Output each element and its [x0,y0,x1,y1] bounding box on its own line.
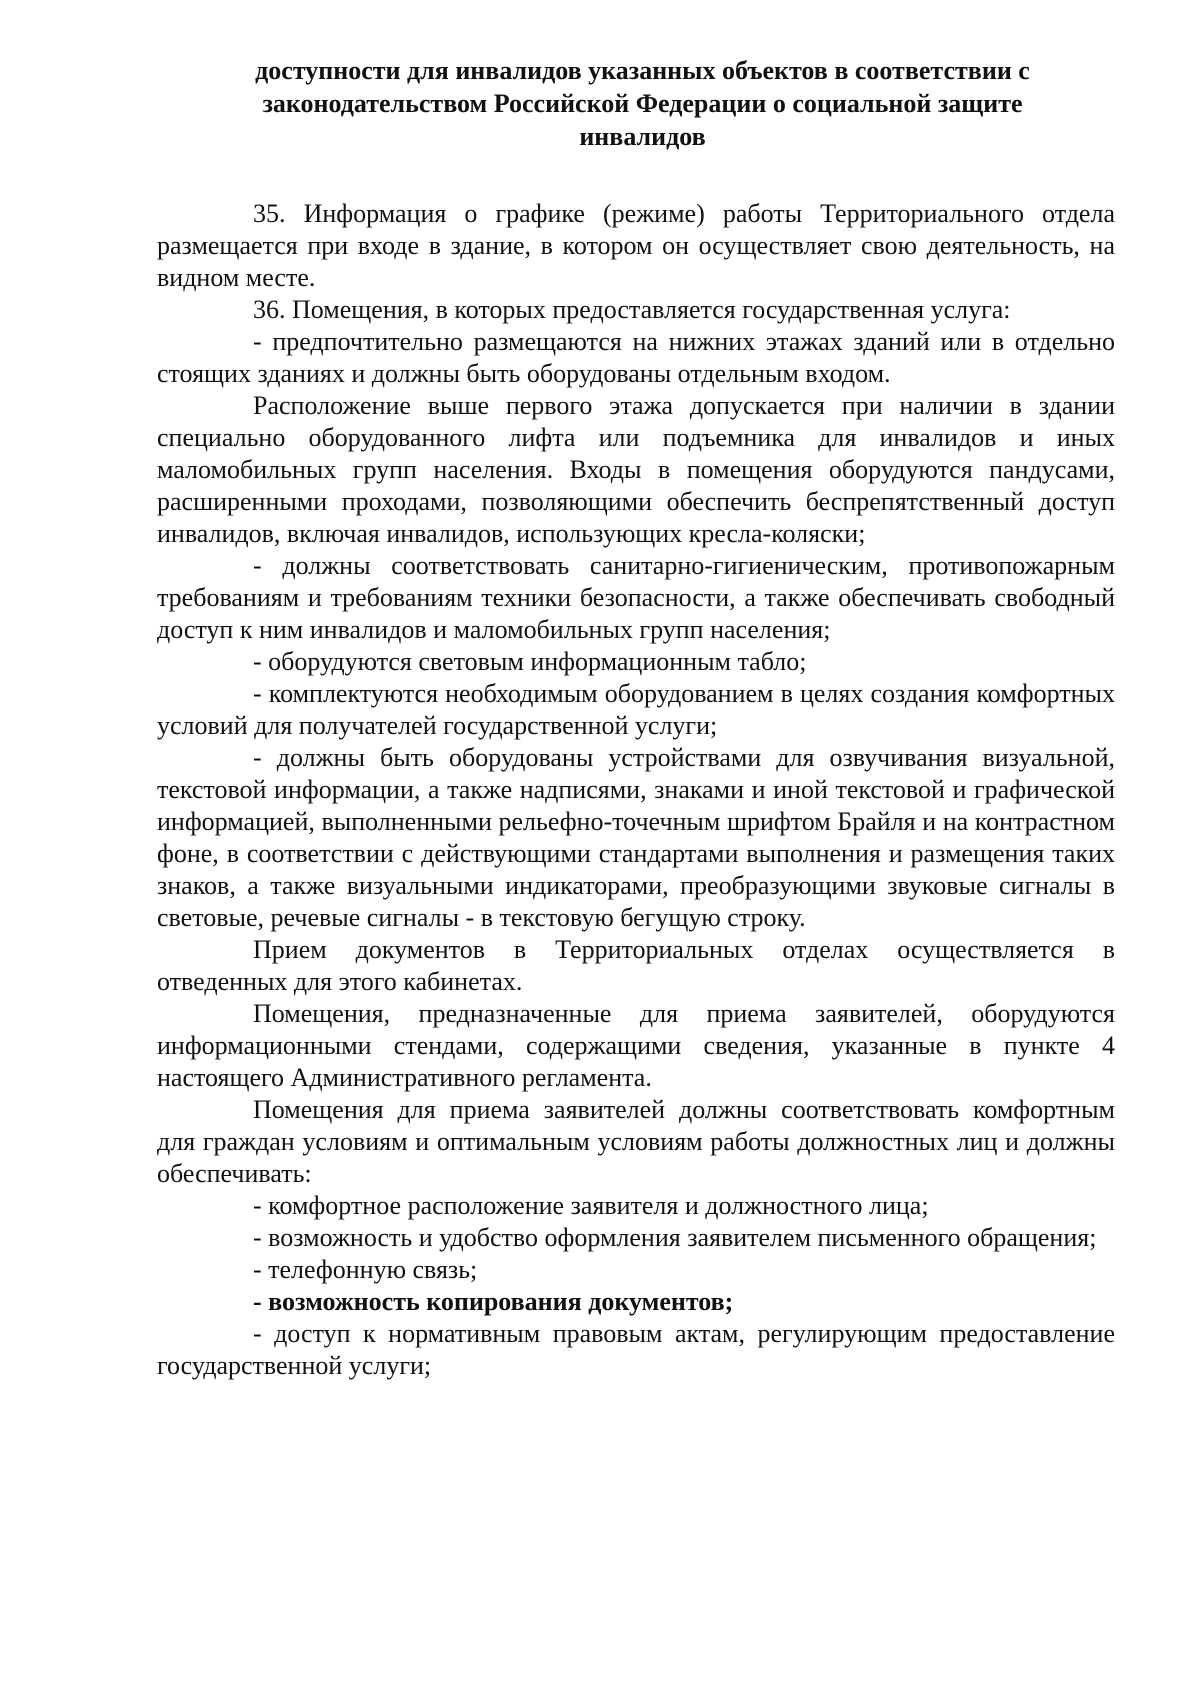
paragraph-36: 36. Помещения, в которых предоставляется государственная услуга: [253,295,1011,324]
section-heading [150,54,1135,153]
list-item: - комфортное расположение заявителя и должностного лица; [253,1191,929,1220]
paragraph: Помещения для приема заявителей должны соответствовать комфортным для граждан условиям и оптимальным условиям работы должностных лиц и должны обеспечивать: [157,1095,1115,1188]
document-body [157,198,1115,1382]
paragraph-35: 35. Информация о графике (режиме) работы Территориального отдела размещается при входе в здание, в котором он осуществляет свою деятельность, на видном месте. [157,199,1115,292]
heading-line: инвалидов [579,122,706,151]
list-item: - комплектуются необходимым оборудованием в целях создания комфортных условий для получателей государственной услуги; [157,679,1115,740]
heading-line: доступности для инвалидов указанных объектов в соответствии с [255,56,1030,85]
list-item: - доступ к нормативным правовым актам, регулирующим предоставление государственной услуги; [157,1319,1115,1380]
heading-line: законодательством Российской Федерации о социальной защите [262,89,1023,118]
paragraph: Прием документов в Территориальных отделах осуществляется в отведенных для этого кабинетах. [157,935,1115,996]
paragraph: Помещения, предназначенные для приема заявителей, оборудуются информационными стендами, содержащими сведения, указанные в пункте 4 настоящего Административного регламента. [157,999,1115,1092]
list-item: - должны быть оборудованы устройствами для озвучивания визуальной, текстовой информации, а также надписями, знаками и иной текстовой и графической информацией, выполненными рельефно-точечным шрифтом Брайля и на контрастном фоне, в соответствии с действующими стандартами выполнения и размещения таких знаков, а также визуальными индикаторами, преобразующими звуковые сигналы в световые, речевые сигналы - в текстовую бегущую строку. [157,743,1115,932]
list-item: - должны соответствовать санитарно-гигиеническим, противопожарным требованиям и требованиям техники безопасности, а также обеспечивать свободный доступ к ним инвалидов и маломобильных групп населения; [157,551,1115,644]
paragraph: Расположение выше первого этажа допускается при наличии в здании специально оборудованного лифта или подъемника для инвалидов и иных маломобильных групп населения. Входы в помещения оборудуются пандусами, расширенными проходами, позволяющими обеспечить беспрепятственный доступ инвалидов, включая инвалидов, использующих кресла-коляски; [157,391,1115,548]
list-item: - возможность и удобство оформления заявителем письменного обращения; [253,1223,1097,1252]
list-item: - оборудуются световым информационным табло; [253,647,807,676]
list-item: - предпочтительно размещаются на нижних этажах зданий или в отдельно стоящих зданиях и должны быть оборудованы отдельным входом. [157,327,1115,388]
list-item: - возможность копирования документов; [253,1287,734,1316]
list-item: - телефонную связь; [253,1255,478,1284]
